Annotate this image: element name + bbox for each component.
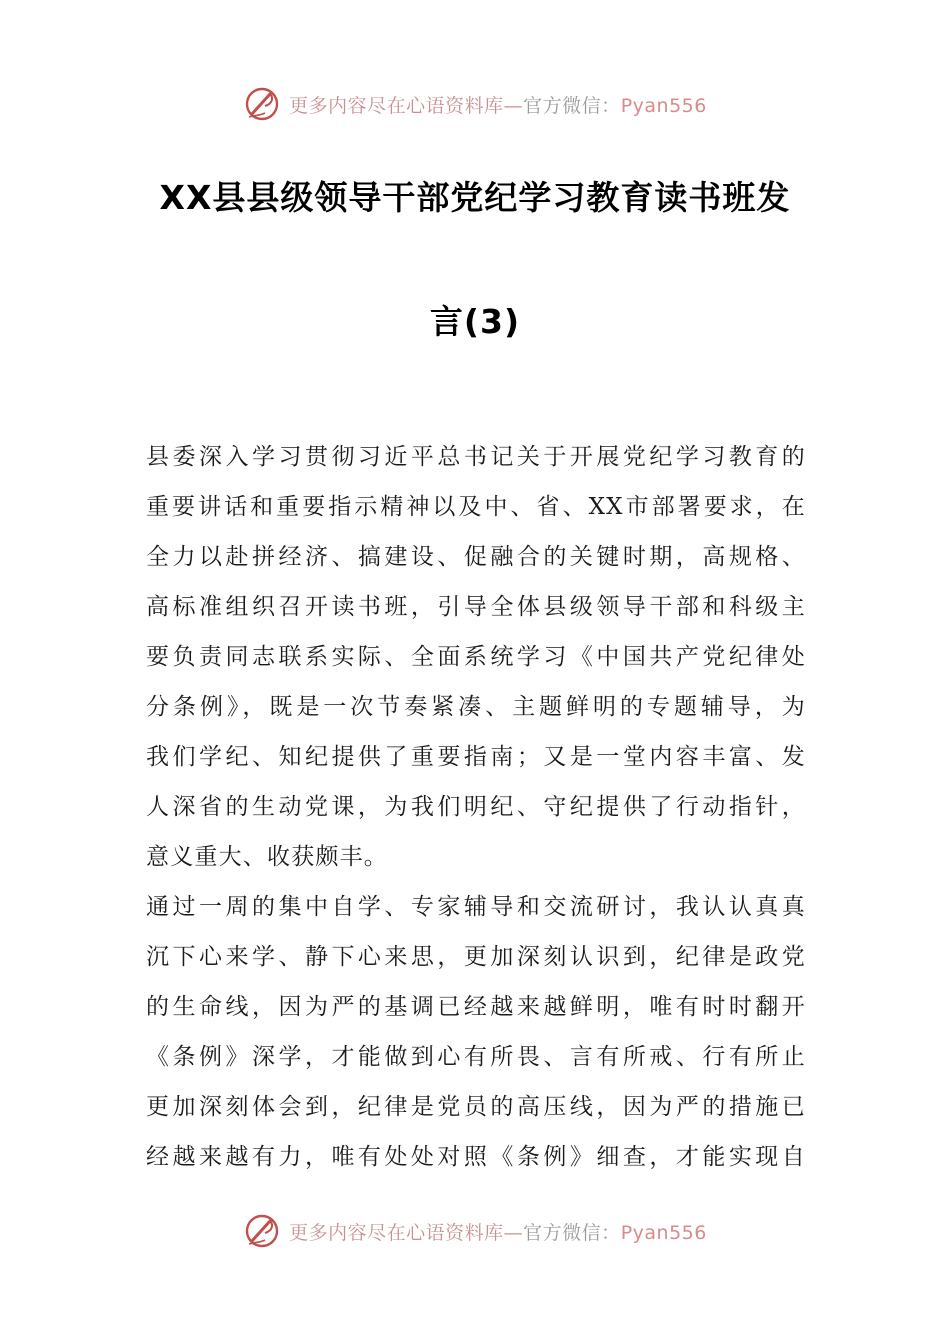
watermark-site-name: 更多内容尽在心语资料库— bbox=[289, 94, 524, 117]
paragraph-2-line: 《条例》深学，才能做到心有所畏、言有所戒、行有所止 bbox=[146, 1044, 806, 1070]
quill-pen-logo-icon bbox=[243, 85, 281, 123]
header-watermark bbox=[0, 82, 950, 126]
paragraph-1-line: 人深省的生动党课，为我们明纪、守纪提供了行动指针， bbox=[146, 794, 806, 820]
paragraph-2-line: 沉下心来学、静下心来思，更加深刻认识到，纪律是政党 bbox=[146, 944, 806, 970]
paragraph-1-line: 县委深入学习贯彻习近平总书记关于开展党纪学习教育的 bbox=[146, 444, 806, 470]
watermark-wechat-label: 官方微信： bbox=[523, 94, 621, 117]
watermark-text bbox=[289, 1218, 707, 1245]
paragraph-1-line: 高标准组织召开读书班，引导全体县级领导干部和科级主 bbox=[146, 594, 806, 620]
paragraph-2-line: 更加深刻体会到，纪律是党员的高压线，因为严的措施已 bbox=[146, 1094, 806, 1120]
paragraph-2-line: 的生命线，因为严的基调已经越来越鲜明，唯有时时翻开 bbox=[146, 994, 806, 1020]
document-title-line-2: 言(3) bbox=[429, 302, 521, 341]
watermark-text bbox=[289, 91, 707, 118]
paragraph-1-line: 意义重大、收获颇丰。 bbox=[146, 844, 388, 870]
paragraph-2-line: 通过一周的集中自学、专家辅导和交流研讨，我认认真真 bbox=[146, 894, 806, 920]
watermark-site-name: 更多内容尽在心语资料库— bbox=[289, 1221, 524, 1244]
watermark-wechat-label: 官方微信： bbox=[523, 1221, 621, 1244]
document-title-line-1: XX县县级领导干部党纪学习教育读书班发 bbox=[159, 178, 791, 217]
document-body bbox=[146, 432, 806, 1182]
paragraph-1-line: 分条例》，既是一次节奏紧凑、主题鲜明的专题辅导，为 bbox=[146, 694, 806, 720]
paragraph-1-line: 我们学纪、知纪提供了重要指南；又是一堂内容丰富、发 bbox=[146, 744, 806, 770]
paragraph-1-line: 重要讲话和重要指示精神以及中、省、XX市部署要求，在 bbox=[146, 494, 806, 520]
quill-pen-logo-icon bbox=[243, 1212, 281, 1250]
watermark-handle: Pyan556 bbox=[620, 1221, 707, 1244]
paragraph-1-line: 全力以赴拼经济、搞建设、促融合的关键时期，高规格、 bbox=[146, 544, 806, 570]
paragraph-1-line: 要负责同志联系实际、全面系统学习《中国共产党纪律处 bbox=[146, 644, 806, 670]
footer-watermark bbox=[0, 1209, 950, 1253]
paragraph-2-line: 经越来越有力，唯有处处对照《条例》细查，才能实现自 bbox=[146, 1144, 806, 1170]
watermark-handle: Pyan556 bbox=[620, 94, 707, 117]
